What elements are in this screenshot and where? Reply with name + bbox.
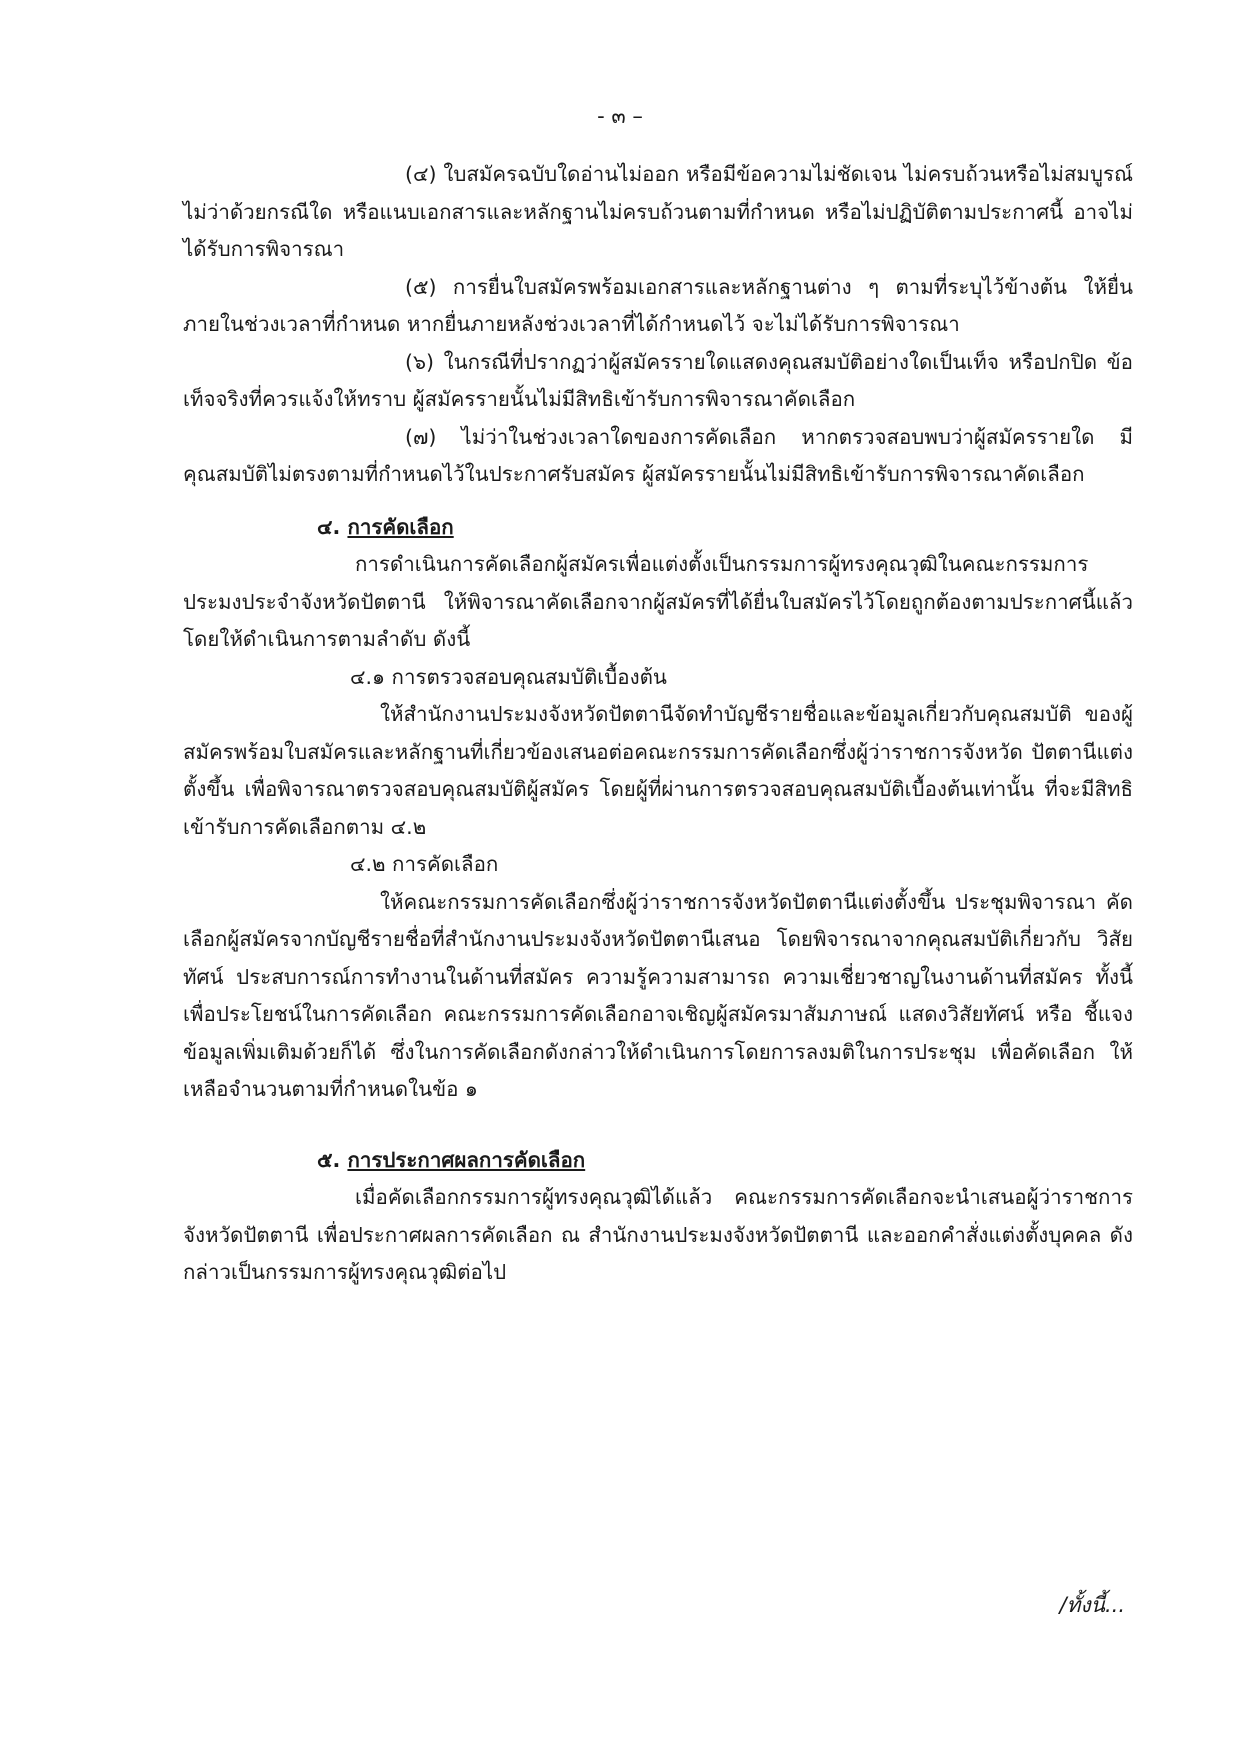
continuation-marker: /ทั้งนี้... [1059,1593,1125,1617]
section-5-body: เมื่อคัดเลือกกรรมการผู้ทรงคุณวุฒิได้แล้ว คณะกรรมการคัดเลือกจะนำเสนอผู้ว่าราชการ จังหวัดปัตตานี เพื่อประกาศผลการคัดเลือก ณ สำนักงานประมงจังหวัดปัตตานี และออกคำสั่งแต่งตั้งบุคคล ดังกล่าวเป็นกรรมการผู้ทรงคุณวุฒิต่อไป [183,1185,1133,1284]
clause-4: (๔) ใบสมัครฉบับใดอ่านไม่ออก หรือมีข้อความไม่ชัดเจน ไม่ครบถ้วนหรือไม่สมบูรณ์ ไม่ว่าด้วยกรณีใด หรือแนบเอกสารและหลักฐานไม่ครบถ้วนตามที่กำหนด หรือไม่ปฏิบัติตามประกาศนี้ อาจไม่ได้รับการพิจารณา [183,162,1133,261]
section-4-1-title: ๔.๑ การตรวจสอบคุณสมบัติเบื้องต้น [350,664,667,689]
section-5-heading [183,1142,1133,1180]
section-4-intro: การดำเนินการคัดเลือกผู้สมัครเพื่อแต่งตั้งเป็นกรรมการผู้ทรงคุณวุฒิในคณะกรรมการ ประมงประจำจังหวัดปัตตานี ให้พิจารณาคัดเลือกจากผู้สมัครที่ได้ยื่นใบสมัครไว้โดยถูกต้องตามประกาศนี้แล้ว โดยให้ดำเนินการตามลำดับ ดังนี้ [183,552,1133,651]
section-4-heading [183,509,1133,547]
page-number: - ๓ – [597,104,643,128]
section-4-title: การคัดเลือก [347,514,454,539]
clause-6: (๖) ในกรณีที่ปรากฏว่าผู้สมัครรายใดแสดงคุณสมบัติอย่างใดเป็นเท็จ หรือปกปิด ข้อเท็จจริงที่ควรแจ้งให้ทราบ ผู้สมัครรายนั้นไม่มีสิทธิเข้ารับการพิจารณาคัดเลือก [183,349,1133,411]
section-4-2-title: ๔.๒ การคัดเลือก [350,852,499,876]
section-5-title: การประกาศผลการคัดเลือก [347,1147,586,1172]
document-body [183,156,1133,1292]
section-4-number: ๔. [317,514,341,539]
clause-5: (๕) การยื่นใบสมัครพร้อมเอกสารและหลักฐานต่าง ๆ ตามที่ระบุไว้ข้างต้น ให้ยื่นภายในช่วงเวลาที่กำหนด หากยื่นภายหลังช่วงเวลาที่ได้กำหนดไว้ จะไม่ได้รับการพิจารณา [183,274,1133,336]
section-4-2-body: ให้คณะกรรมการคัดเลือกซึ่งผู้ว่าราชการจังหวัดปัตตานีแต่งตั้งขึ้น ประชุมพิจารณา คัดเลือกผู้สมัครจากบัญชีรายชื่อที่สำนักงานประมงจังหวัดปัตตานีเสนอ โดยพิจารณาจากคุณสมบัติเกี่ยวกับ วิสัยทัศน์ ประสบการณ์การทำงานในด้านที่สมัคร ความรู้ความสามารถ ความเชี่ยวชาญในงานด้านที่สมัคร ทั้งนี้เพื่อประโยชน์ในการคัดเลือก คณะกรรมการคัดเลือกอาจเชิญผู้สมัครมาสัมภาษณ์ แสดงวิสัยทัศน์ หรือ ชี้แจงข้อมูลเพิ่มเติมด้วยก็ได้ ซึ่งในการคัดเลือกดังกล่าวให้ดำเนินการโดยการลงมติในการประชุม เพื่อคัดเลือก ให้เหลือจำนวนตามที่กำหนดในข้อ ๑ [183,889,1133,1101]
section-5-number: ๕. [317,1147,341,1172]
clause-7: (๗) ไม่ว่าในช่วงเวลาใดของการคัดเลือก หากตรวจสอบพบว่าผู้สมัครรายใด มีคุณสมบัติไม่ตรงตามที่กำหนดไว้ในประกาศรับสมัคร ผู้สมัครรายนั้นไม่มีสิทธิเข้ารับการพิจารณาคัดเลือก [183,424,1133,486]
section-spacer [183,1109,1133,1127]
section-4-1-body: ให้สำนักงานประมงจังหวัดปัตตานีจัดทำบัญชีรายชื่อและข้อมูลเกี่ยวกับคุณสมบัติ ของผู้สมัครพร้อมใบสมัครและหลักฐานที่เกี่ยวข้องเสนอต่อคณะกรรมการคัดเลือกซึ่งผู้ว่าราชการจังหวัด ปัตตานีแต่งตั้งขึ้น เพื่อพิจารณาตรวจสอบคุณสมบัติผู้สมัคร โดยผู้ที่ผ่านการตรวจสอบคุณสมบัติเบื้องต้นเท่านั้น ที่จะมีสิทธิเข้ารับการคัดเลือกตาม ๔.๒ [183,702,1133,839]
